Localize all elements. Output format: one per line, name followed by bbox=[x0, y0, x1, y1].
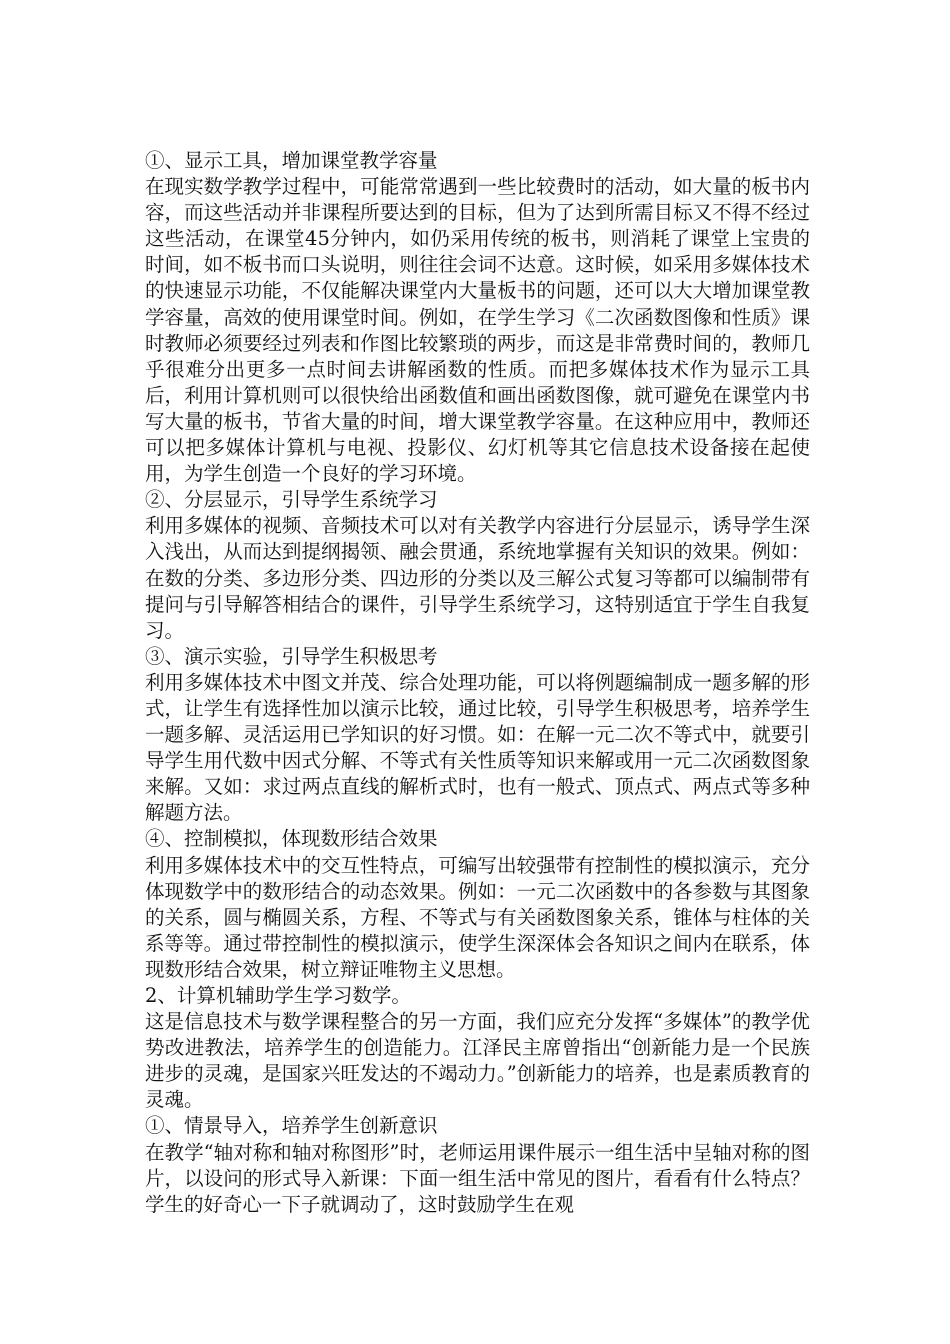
section-heading: ③、演示实验，引导学生积极思考 bbox=[145, 644, 438, 668]
section-heading: ①、显示工具，增加课堂教学容量 bbox=[145, 149, 438, 172]
body-paragraph: 利用多媒体技术中图文并茂、综合处理功能，可以将例题编制成一题多解的形式，让学生有选择性加以演示比较，通过比较，引导学生积极思考，培养学生一题多解、灵活运用已学知识的好习惯。如：在解一元二次不等式中，就要引导学生用代数中因式分解、不等式有关性质等知识来解或用一元二次函数图象来解。又如：求过两点直线的解析式时，也有一般式、顶点式、两点式等多种解题方法。 bbox=[145, 670, 810, 825]
body-paragraph: 利用多媒体技术中的交互性特点，可编写出较强带有控制性的模拟演示，充分体现数学中的数形结合的动态效果。例如：一元二次函数中的各参数与其图象的关系，圆与椭圆关系，方程、不等式与有关函数图象关系，锥体与柱体的关系等等。通过带控制性的模拟演示，使学生深深体会各知识之间内在联系，体现数形结合效果，树立辩证唯物主义思想。 bbox=[145, 853, 810, 981]
body-paragraph: 在现实数学教学过程中，可能常常遇到一些比较费时的活动，如大量的板书内容，而这些活动并非课程所要达到的目标，但为了达到所需目标又不得不经过这些活动，在课堂45分钟内，如仍采用传统的板书，则消耗了课堂上宝贵的时间，如不板书而口头说明，则往往会词不达意。这时候，如采用多媒体技术的快速显示功能，不仅能解决课堂内大量板书的问题，还可以大大增加课堂教学容量，高效的使用课堂时间。例如，在学生学习《二次函数图像和性质》课时教师必须要经过列表和作图比较繁琐的两步，而这是非常费时间的，教师几乎很难分出更多一点时间去讲解函数的性质。而把多媒体技术作为显示工具后，利用计算机则可以很快给出函数值和画出函数图像，就可避免在课堂内书写大量的板书，节省大量的时间，增大课堂教学容量。在这种应用中，教师还可以把多媒体计算机与电视、投影仪、幻灯机等其它信息技术设备接在起使用，为学生创造一个良好的学习环境。 bbox=[145, 175, 810, 486]
section-heading: ②、分层显示，引导学生系统学习 bbox=[145, 488, 438, 512]
body-paragraph: 这是信息技术与数学课程整合的另一方面，我们应充分发挥“多媒体”的教学优势改进教法，培养学生的创造能力。江泽民主席曾指出“创新能力是一个民族进步的灵魂，是国家兴旺发达的不竭动力。”创新能力的培养，也是素质教育的灵魂。 bbox=[145, 1010, 810, 1112]
section-heading: ④、控制模拟，体现数形结合效果 bbox=[145, 827, 438, 851]
body-paragraph: 在教学“轴对称和轴对称图形”时，老师运用课件展示一组生活中呈轴对称的图片，以设问的形式导入新课：下面一组生活中常见的图片，看看有什么特点？学生的好奇心一下子就调动了，这时鼓励学生在观 bbox=[145, 1140, 810, 1216]
section-heading: 2、计算机辅助学生学习数学。 bbox=[145, 984, 411, 1007]
body-paragraph: 利用多媒体的视频、音频技术可以对有关教学内容进行分层显示，诱导学生深入浅出，从而达到提纲揭领、融会贯通，系统地掌握有关知识的效果。例如：在数的分类、多边形分类、四边形的分类以及三解公式复习等都可以编制带有提问与引导解答相结合的课件，引导学生系统学习，这特别适宜于学生自我复习。 bbox=[145, 514, 810, 642]
section-heading: ①、情景导入，培养学生创新意识 bbox=[145, 1114, 438, 1138]
document-body bbox=[145, 148, 810, 1218]
